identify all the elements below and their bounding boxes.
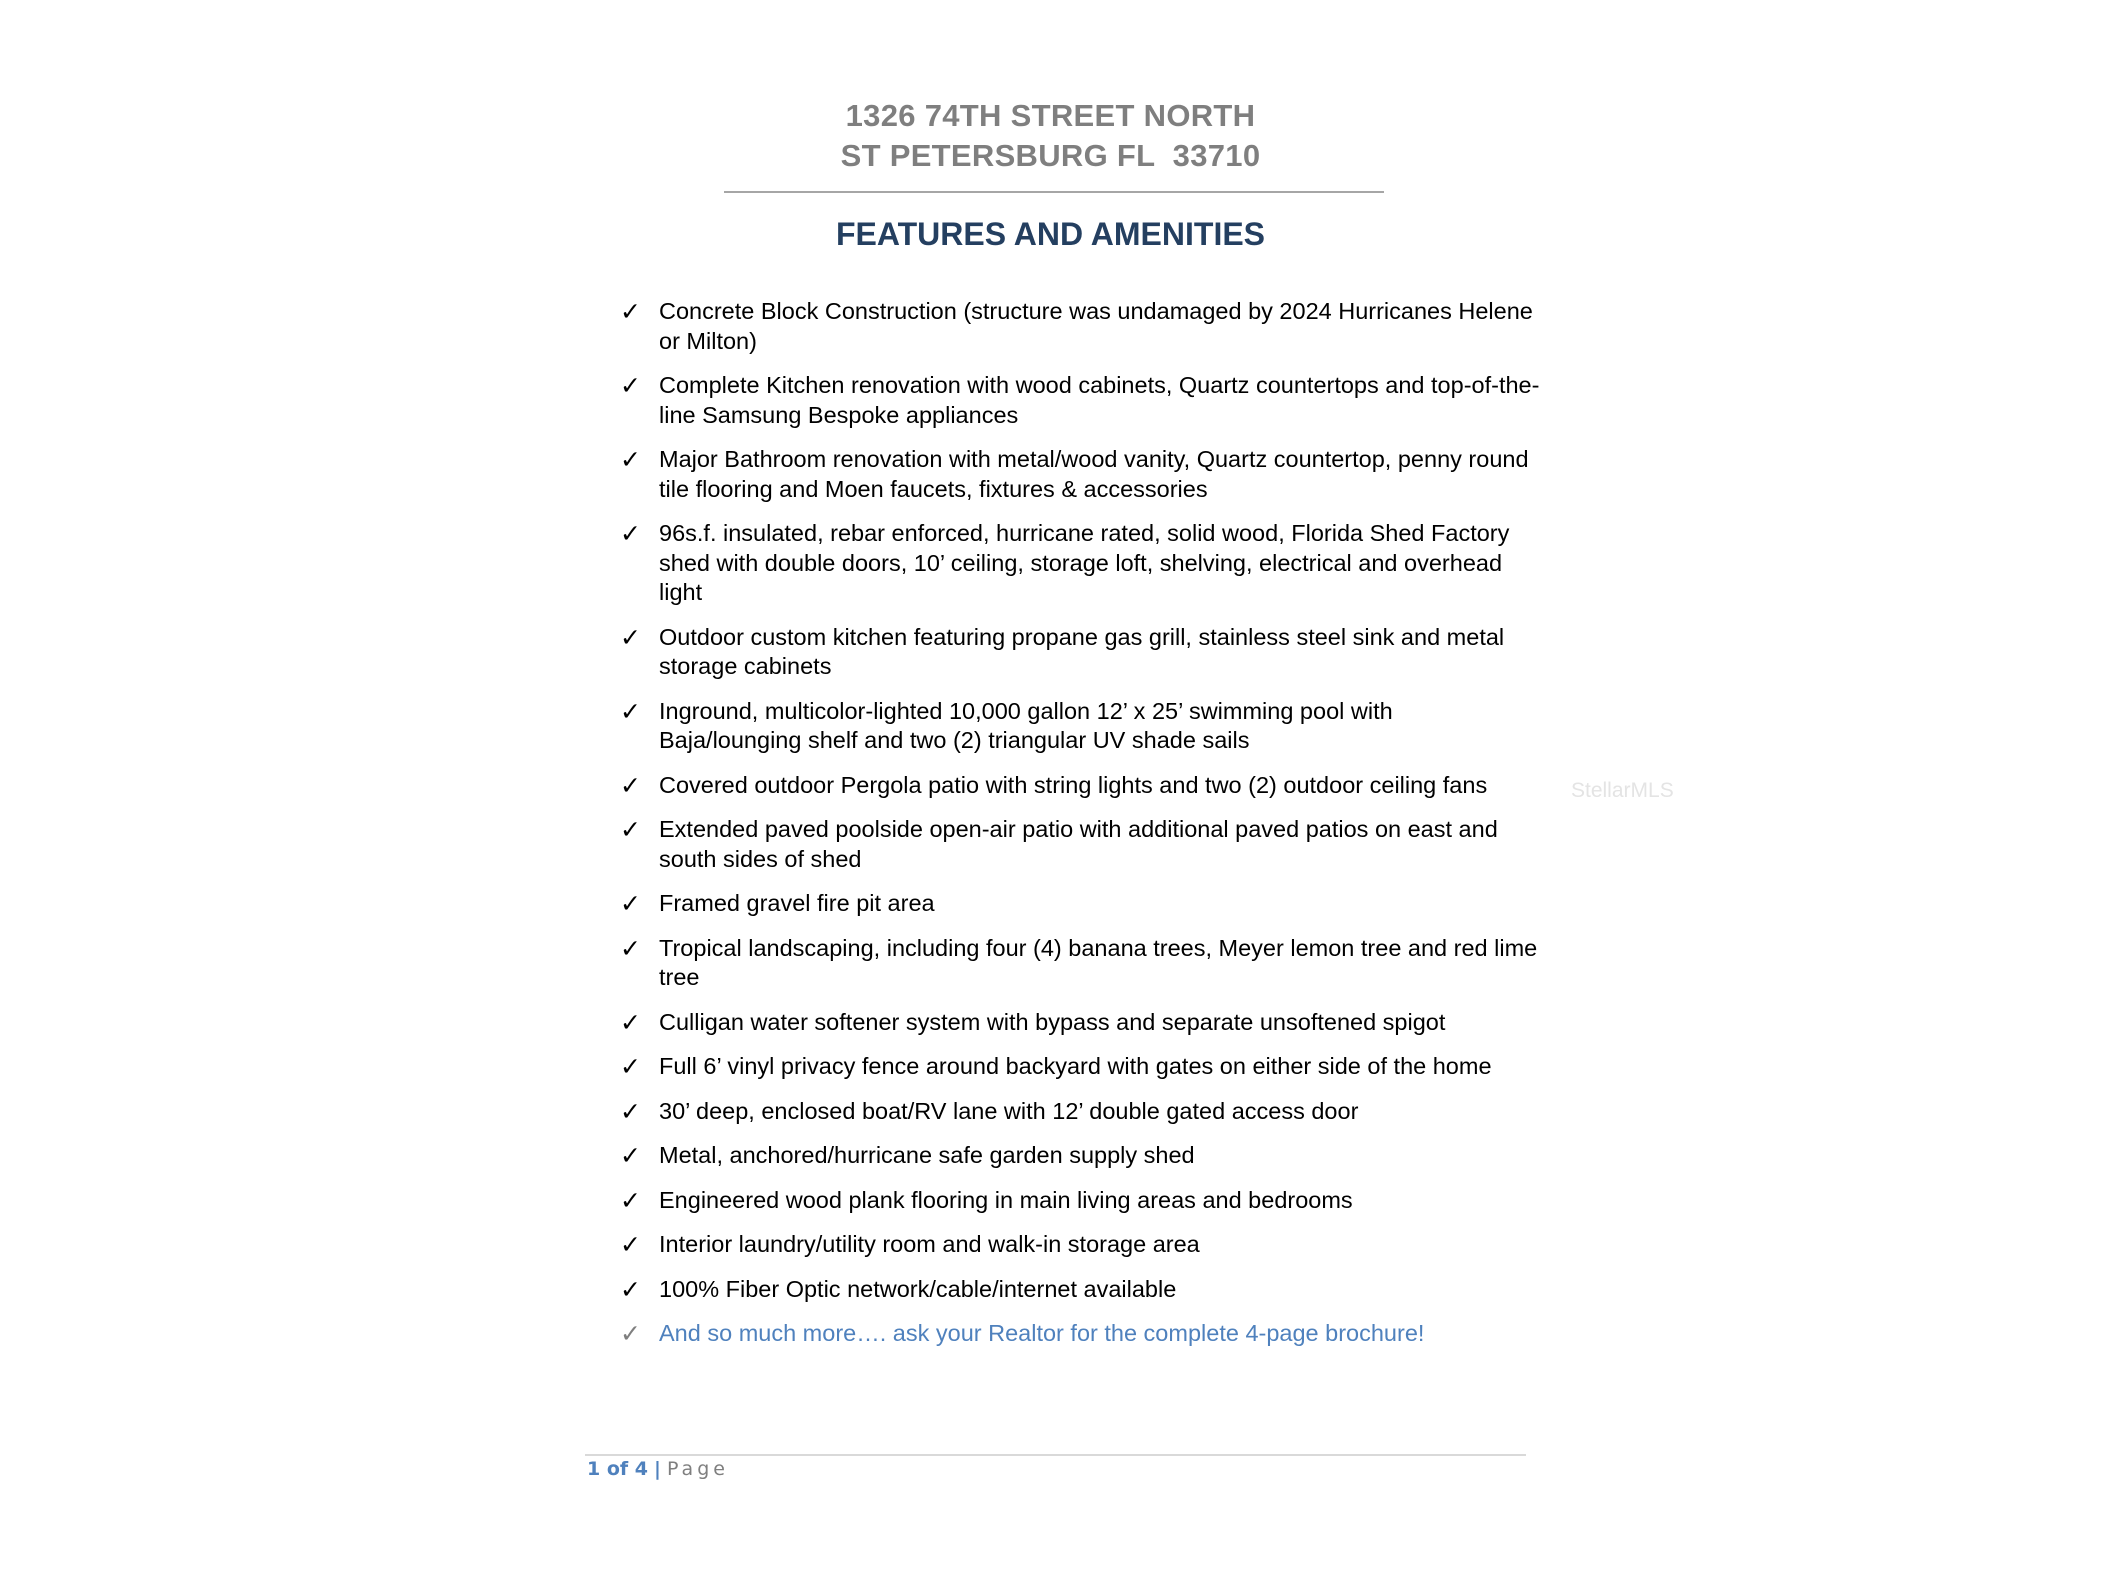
feature-text: Complete Kitchen renovation with wood cabinets, Quartz countertops and top-of-the-line Samsung Bespoke appliances [659,372,1540,428]
feature-item [620,1230,1540,1260]
checkmark-icon: ✓ [620,1185,641,1215]
feature-text: Extended paved poolside open-air patio with additional paved patios on east and south sides of shed [659,816,1498,872]
feature-item [620,697,1540,756]
feature-item [620,445,1540,504]
feature-item [620,1141,1540,1171]
checkmark-icon: ✓ [620,770,641,800]
checkmark-icon: ✓ [620,696,641,726]
checkmark-icon: ✓ [620,1096,641,1126]
feature-text: Interior laundry/utility room and walk-in storage area [659,1231,1200,1257]
checkmark-icon: ✓ [620,1007,641,1037]
checkmark-icon: ✓ [620,889,641,918]
section-title: FEATURES AND AMENITIES [835,216,1266,252]
checkmark-icon: ✓ [620,445,641,474]
address-line-2: ST PETERSBURG FL 33710 [840,138,1261,173]
feature-text: Metal, anchored/hurricane safe garden supply shed [659,1142,1195,1168]
features-list [620,297,1540,1364]
checkmark-icon: ✓ [620,815,641,844]
footer-separator: | [654,1458,661,1480]
feature-text: 100% Fiber Optic network/cable/internet available [659,1275,1177,1302]
feature-text: Outdoor custom kitchen featuring propane gas grill, stainless steel sink and metal storage cabinets [659,623,1505,679]
feature-item [620,1186,1540,1216]
feature-item [620,1275,1540,1305]
checkmark-icon: ✓ [620,622,641,652]
checkmark-icon: ✓ [620,1052,641,1081]
feature-item [620,815,1540,874]
feature-item [620,297,1540,356]
feature-text: Concrete Block Construction (structure was undamaged by 2024 Hurricanes Helene or Milton) [659,298,1533,354]
feature-item [620,889,1540,919]
footer-divider [585,1454,1526,1456]
checkmark-icon: ✓ [620,1141,641,1170]
closing-note-text: And so much more…. ask your Realtor for the complete 4-page brochure! [659,1320,1425,1346]
feature-item [620,1052,1540,1082]
page-footer [587,1458,729,1480]
feature-text: Engineered wood plank flooring in main living areas and bedrooms [659,1186,1353,1213]
checkmark-icon: ✓ [620,519,641,548]
checkmark-icon: ✓ [620,1274,641,1304]
feature-item [620,519,1540,608]
feature-text: Inground, multicolor-lighted 10,000 gallon 12’ x 25’ swimming pool with Baja/lounging shelf and two (2) triangular UV shade sails [659,697,1393,753]
feature-item [620,771,1540,801]
feature-text: Covered outdoor Pergola patio with string lights and two (2) outdoor ceiling fans [659,771,1488,798]
checkmark-icon: ✓ [620,1319,641,1348]
feature-text: 96s.f. insulated, rebar enforced, hurricane rated, solid wood, Florida Shed Factory shed with double doors, 10’ ceiling, storage loft, shelving, electrical and overhead light [659,520,1510,605]
feature-text: Culligan water softener system with bypass and separate unsoftened spigot [659,1008,1446,1035]
checkmark-icon: ✓ [620,933,641,963]
watermark: StellarMLS [1571,779,1674,802]
page-label: Page [666,1458,729,1480]
page-number: 1 of 4 [587,1458,648,1480]
closing-note [620,1319,1540,1349]
feature-text: Full 6’ vinyl privacy fence around backyard with gates on either side of the home [659,1053,1492,1079]
checkmark-icon: ✓ [620,1230,641,1259]
feature-item [620,1008,1540,1038]
feature-text: Framed gravel fire pit area [659,890,935,916]
feature-text: Tropical landscaping, including four (4) banana trees, Meyer lemon tree and red lime tree [659,934,1538,990]
feature-text: 30’ deep, enclosed boat/RV lane with 12’ double gated access door [659,1097,1359,1124]
header-divider [724,191,1384,193]
feature-item [620,371,1540,430]
feature-item [620,934,1540,993]
checkmark-icon: ✓ [620,371,641,400]
feature-item [620,623,1540,682]
checkmark-icon: ✓ [620,297,641,326]
address-line-1: 1326 74TH STREET NORTH [845,98,1256,133]
feature-item [620,1097,1540,1127]
feature-text: Major Bathroom renovation with metal/wood vanity, Quartz countertop, penny round tile flooring and Moen faucets, fixtures & accessories [659,446,1529,502]
